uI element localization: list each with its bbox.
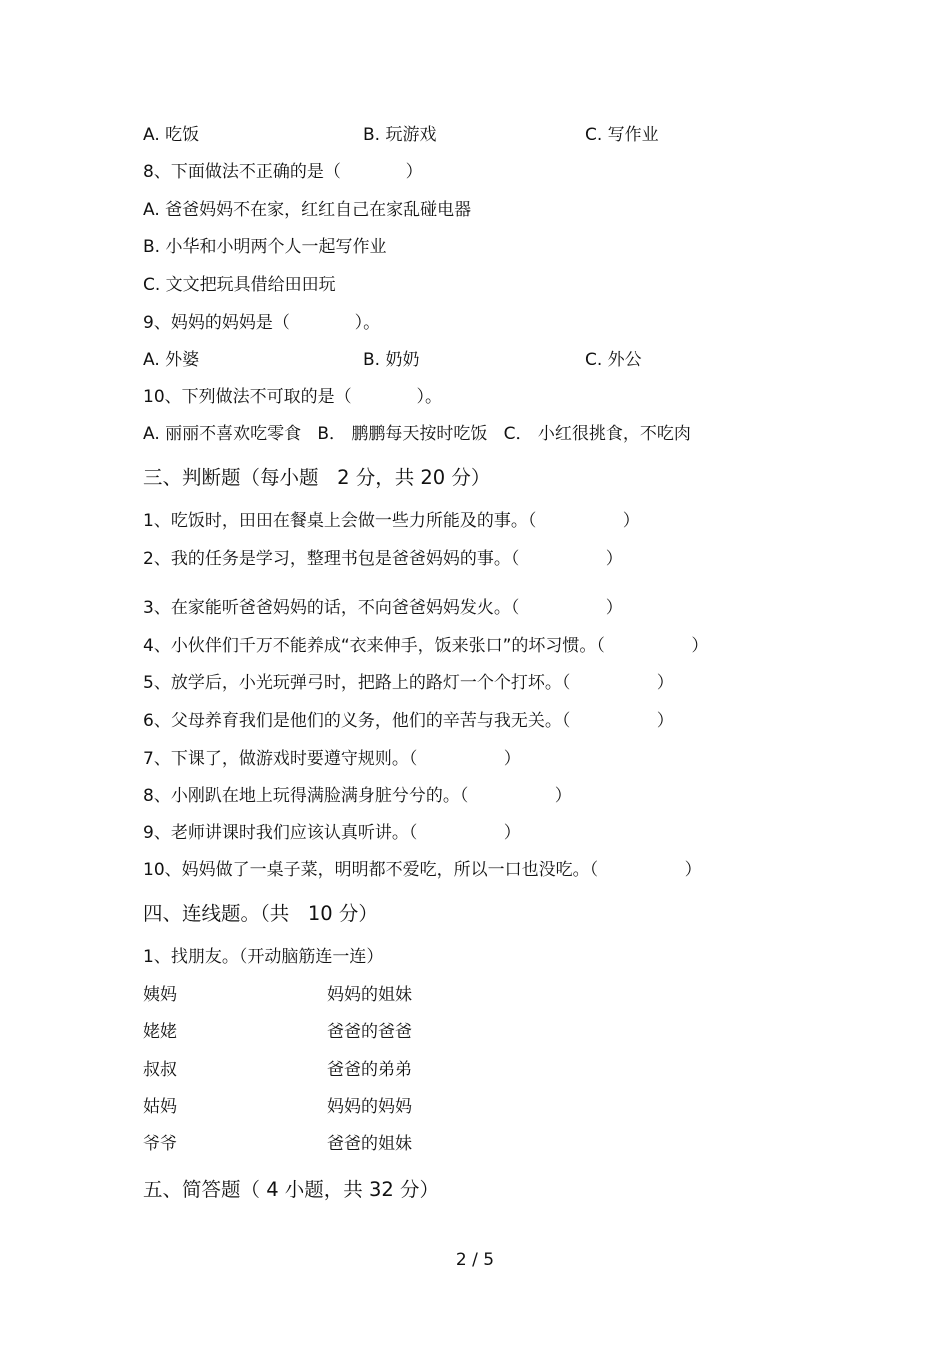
matching-left-3: 叔叔	[143, 1060, 177, 1080]
matching-right-1: 妈妈的姐妹	[327, 985, 412, 1005]
q8-option-a: A. 爸爸妈妈不在家，红红自己在家乱碰电器	[143, 200, 472, 220]
judgement-item-8: 8、小刚趴在地上玩得满脸满身脏兮兮的。（ ）	[143, 786, 572, 806]
judgement-item-6: 6、父母养育我们是他们的义务，他们的辛苦与我无关。（ ）	[143, 711, 674, 731]
q10-stem: 10、下列做法不可取的是（ ）。	[143, 387, 442, 407]
matching-question: 1、找朋友。（开动脑筋连一连）	[143, 947, 384, 967]
q9-option-c: C. 外公	[585, 350, 642, 370]
section3-title: 三、判断题（每小题 2 分，共 20 分）	[143, 466, 491, 489]
q9-stem: 9、妈妈的妈妈是（ ）。	[143, 313, 381, 333]
matching-right-3: 爸爸的弟弟	[327, 1060, 412, 1080]
matching-right-4: 妈妈的妈妈	[327, 1097, 412, 1117]
q8-option-b: B. 小华和小明两个人一起写作业	[143, 237, 387, 257]
matching-right-5: 爸爸的姐妹	[327, 1134, 412, 1154]
judgement-item-3: 3、在家能听爸爸妈妈的话，不向爸爸妈妈发火。（ ）	[143, 598, 623, 618]
matching-left-4: 姑妈	[143, 1097, 177, 1117]
q9-option-b: B. 奶奶	[363, 350, 420, 370]
page-number: 2 / 5	[455, 1250, 495, 1270]
judgement-item-10: 10、妈妈做了一桌子菜，明明都不爱吃，所以一口也没吃。（ ）	[143, 860, 702, 880]
judgement-item-1: 1、吃饭时，田田在餐桌上会做一些力所能及的事。（ ）	[143, 511, 640, 531]
matching-right-2: 爸爸的爸爸	[327, 1022, 412, 1042]
q7-option-a: A. 吃饭	[143, 125, 200, 145]
q7-option-b: B. 玩游戏	[363, 125, 437, 145]
judgement-item-2: 2、我的任务是学习，整理书包是爸爸妈妈的事。（ ）	[143, 549, 623, 569]
q7-option-c: C. 写作业	[585, 125, 659, 145]
q8-stem: 8、下面做法不正确的是（ ）	[143, 162, 423, 182]
section5-title: 五、简答题（ 4 小题，共 32 分）	[143, 1178, 440, 1201]
matching-left-5: 爷爷	[143, 1134, 177, 1154]
judgement-item-9: 9、老师讲课时我们应该认真听讲。（ ）	[143, 823, 521, 843]
judgement-item-4: 4、小伙伴们千万不能养成“衣来伸手，饭来张口”的坏习惯。（ ）	[143, 636, 709, 656]
judgement-item-5: 5、放学后，小光玩弹弓时，把路上的路灯一个个打坏。（ ）	[143, 673, 674, 693]
matching-left-2: 姥姥	[143, 1022, 177, 1042]
judgement-item-7: 7、下课了，做游戏时要遵守规则。（ ）	[143, 749, 521, 769]
section4-title: 四、连线题。（共 10 分）	[143, 902, 378, 925]
matching-left-1: 姨妈	[143, 985, 177, 1005]
q8-option-c: C. 文文把玩具借给田田玩	[143, 275, 336, 295]
q10-options: A. 丽丽不喜欢吃零食 B． 鹏鹏每天按时吃饭 C． 小红很挑食，不吃肉	[143, 424, 691, 444]
q9-option-a: A. 外婆	[143, 350, 200, 370]
